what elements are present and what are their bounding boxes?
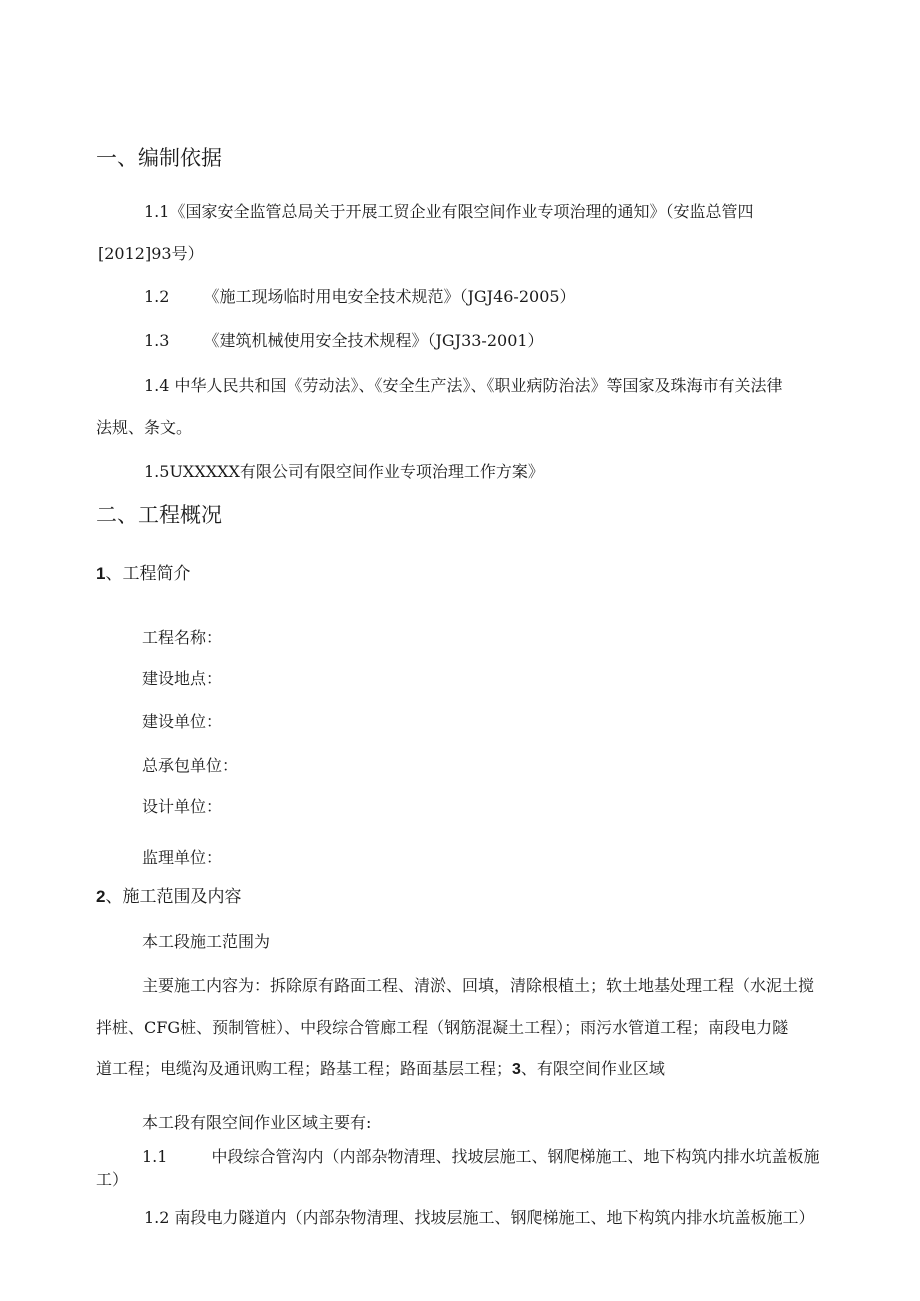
item-text: 《建筑机械使用安全技术规程》（JGJ33-2001） bbox=[203, 331, 544, 350]
field-design-unit: 设计单位： bbox=[142, 797, 223, 816]
field-general-contractor: 总承包单位： bbox=[142, 756, 239, 775]
content-line3 bbox=[96, 1058, 665, 1081]
areas-intro: 本工段有限空间作业区域主要有: bbox=[142, 1113, 372, 1132]
item-number: 1.3 bbox=[144, 331, 170, 350]
field-project-name: 工程名称： bbox=[142, 628, 223, 647]
subsection-number: 3 bbox=[512, 1061, 521, 1078]
scope-text: 本工段施工范围为 bbox=[142, 932, 271, 951]
basis-item-1-3 bbox=[144, 330, 544, 352]
basis-item-1-1-line2: [2012]93号） bbox=[98, 244, 204, 263]
section1-heading: 一、编制依据 bbox=[96, 146, 222, 170]
subsection-2-heading bbox=[96, 885, 241, 909]
basis-item-1-4-line1: 1.4 中华人民共和国《劳动法》、《安全生产法》、《职业病防治法》等国家及珠海市有关法律 bbox=[144, 376, 783, 395]
field-supervision-unit: 监理单位： bbox=[142, 848, 223, 867]
subsection-number: 1 bbox=[96, 564, 106, 583]
content-line2: 拌桩、CFG桩、预制管桩）、中段综合管廊工程（钢筋混凝土工程）；雨污水管道工程；南段电力隧 bbox=[96, 1018, 789, 1037]
basis-item-1-2 bbox=[144, 286, 576, 308]
field-site-location: 建设地点： bbox=[142, 669, 223, 688]
basis-item-1-1-line1: 1.1《国家安全监管总局关于开展工贸企业有限空间作业专项治理的通知》（安监总管四 bbox=[144, 202, 754, 221]
area-item-1-2: 1.2 南段电力隧道内（内部杂物清理、找坡层施工、钢爬梯施工、地下构筑内排水坑盖板施工） bbox=[144, 1208, 815, 1227]
basis-item-1-5: 1.5UXXXXX有限公司有限空间作业专项治理工作方案》 bbox=[144, 462, 544, 481]
subsection-1-heading bbox=[96, 562, 190, 586]
item-number: 1.2 bbox=[144, 287, 170, 306]
area-item-1-1-line2: 工） bbox=[96, 1170, 129, 1189]
item-text: 《施工现场临时用电安全技术规范》（JGJ46-2005） bbox=[203, 287, 576, 306]
content-line1: 主要施工内容为：拆除原有路面工程、清淤、回填，清除根植土；软土地基处理工程（水泥土搅 bbox=[142, 976, 815, 995]
field-owner-unit: 建设单位： bbox=[142, 712, 223, 731]
subsection-title: 、施工范围及内容 bbox=[105, 887, 242, 907]
area-item-1-1-line1 bbox=[142, 1146, 819, 1168]
subsection-title: 、有限空间作业区域 bbox=[520, 1059, 665, 1078]
subsection-number: 2 bbox=[96, 887, 106, 906]
section2-heading: 二、工程概况 bbox=[96, 503, 222, 527]
subsection-title: 、工程简介 bbox=[105, 564, 191, 584]
content-text: 道工程；电缆沟及通讯购工程；路基工程；路面基层工程； bbox=[96, 1059, 513, 1078]
basis-item-1-4-line2: 法规、条文。 bbox=[96, 418, 193, 437]
item-number: 1.1 bbox=[142, 1147, 168, 1166]
item-text: 中段综合管沟内（内部杂物清理、找坡层施工、钢爬梯施工、地下构筑内排水坑盖板施 bbox=[211, 1147, 820, 1166]
